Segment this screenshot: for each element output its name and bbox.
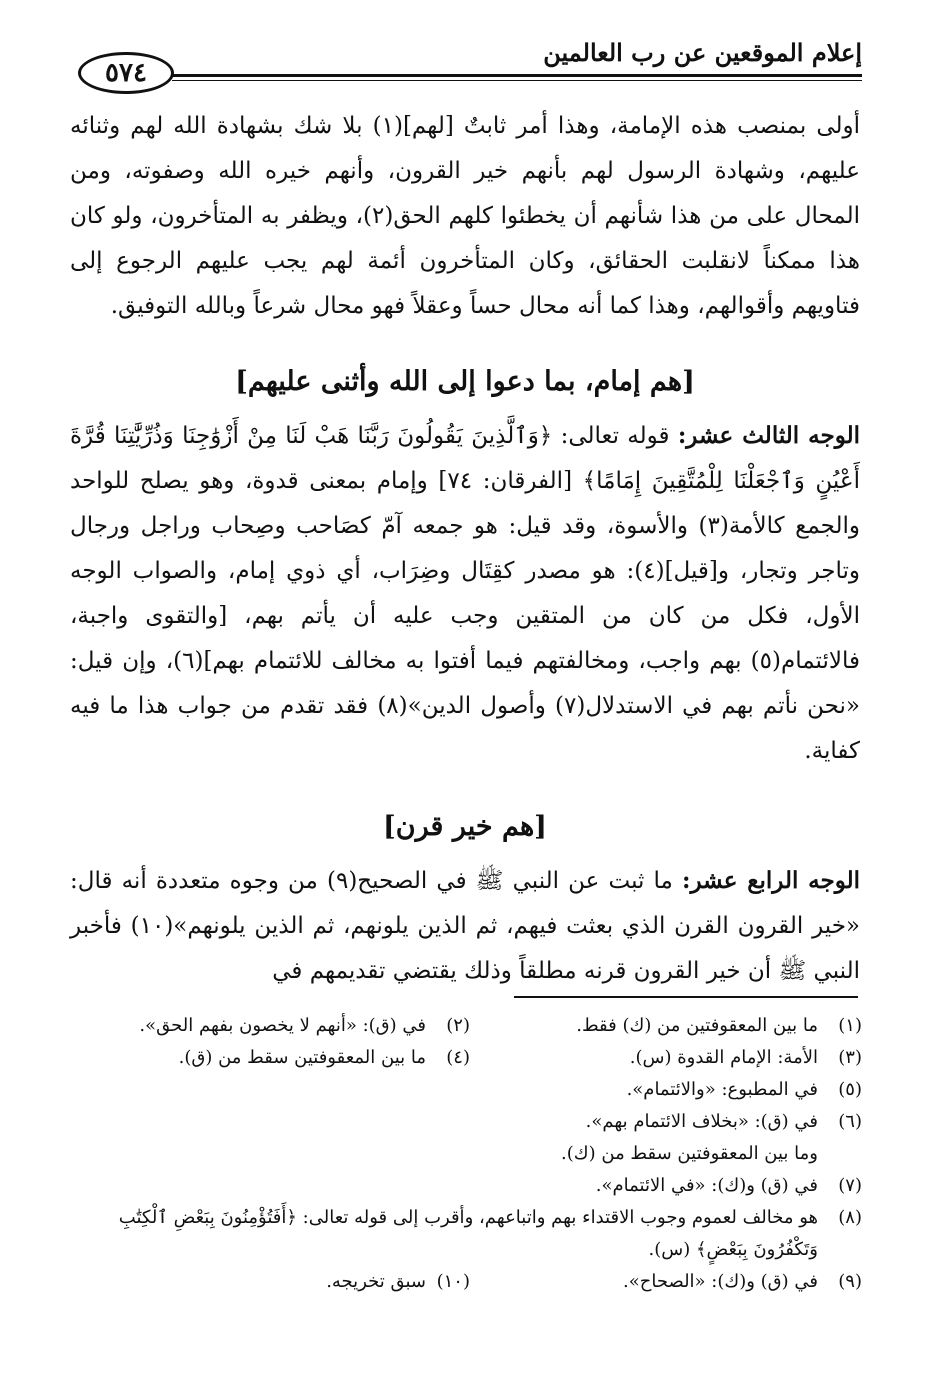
footnote-number: (٩) xyxy=(838,1271,862,1292)
footnote-number: (٨) xyxy=(838,1207,862,1228)
page-header xyxy=(78,38,862,98)
footnote-number: (١٠) xyxy=(436,1271,470,1292)
footnote-text: ما بين المعقوفتين من (ك) فقط. xyxy=(576,1015,818,1036)
footnote-10 xyxy=(78,1266,470,1298)
footnote-number: (٤) xyxy=(446,1047,470,1068)
footnote-number: (٢) xyxy=(446,1015,470,1036)
footnote-text: سبق تخريجه. xyxy=(326,1271,426,1292)
paragraph-2-body: قوله تعالى: ﴿وَٱلَّذِينَ يَقُولُونَ رَبَّنَا هَبْ لَنَا مِنْ أَزْوَٰجِنَا وَذُرِّيَّٰتِنَا قُرَّةَ أَعْيُنٍ وَٱجْعَلْنَا لِلْمُتَّقِينَ إِمَامًا﴾ [الفرقان: ٧٤] وإمام بمعنى قدوة، وهو يصلح للواحد والجمع كالأمة(٣) والأسوة، وقد قيل: هو جمعه آمّ كصَاحب وصِحاب وراجل ورجال وتاجر وتجار، و[قيل](٤): هو مصدر كقِتَال وضِرَاب، أي ذوي إمام، والصواب الوجه الأول، فكل من كان من المتقين وجب عليه أن يأتم بهم، [والتقوى واجبة، فالائتمام(٥) بهم واجب، ومخالفتهم فيما أفتوا به مخالف للائتمام بهم](٦)، وإن قيل: «نحن نأتم بهم في الاستدلال(٧) وأصول الدين»(٨) فقد تقدم من جواب هذا ما فيه كفاية. xyxy=(70,423,861,764)
footnote-7 xyxy=(78,1170,862,1202)
footnote-row xyxy=(78,1266,862,1298)
footnote-number: (٥) xyxy=(838,1079,862,1100)
footnote-3 xyxy=(470,1042,862,1074)
footnote-number: (١) xyxy=(838,1015,862,1036)
section-heading-1: [هم إمام، بما دعوا إلى الله وأثنى عليهم] xyxy=(235,366,695,397)
paragraph-3 xyxy=(70,858,860,994)
page-number-badge xyxy=(78,52,174,94)
paragraph-2 xyxy=(70,413,860,774)
footnote-number: (٣) xyxy=(838,1047,862,1068)
paragraph-2-lead: الوجه الثالث عشر: xyxy=(677,422,860,449)
paragraph-3-body: ما ثبت عن النبي ﷺ في الصحيح(٩) من وجوه متعددة أنه قال: «خير القرون القرن الذي بعثت فيهم، ثم الذين يلونهم، ثم الذين يلونهم»(١٠) فأخبر النبي ﷺ أن خير القرون قرنه مطلقاً وذلك يقتضي تقديمهم في xyxy=(70,868,860,984)
running-title: إعلام الموقعين عن رب العالمين xyxy=(543,38,862,67)
footnote-8 xyxy=(78,1202,862,1266)
footnote-6-continuation: وما بين المعقوفتين سقط من (ك). xyxy=(561,1143,818,1164)
footnote-number: (٦) xyxy=(838,1111,862,1132)
footnote-text: في (ق) و(ك): «الصحاح». xyxy=(623,1271,818,1292)
page-number: ٥٧٤ xyxy=(105,58,147,88)
paragraph-3-lead: الوجه الرابع عشر: xyxy=(682,867,861,894)
footnote-text: في (ق): «بخلاف الائتمام بهم». xyxy=(585,1111,818,1132)
footnote-2 xyxy=(78,1010,470,1042)
footnote-row xyxy=(78,1010,862,1042)
footnote-9 xyxy=(470,1266,862,1298)
footnote-text: في (ق) و(ك): «في الائتمام». xyxy=(595,1175,818,1196)
footnote-4 xyxy=(78,1042,470,1074)
footnotes xyxy=(78,1010,862,1298)
footnote-text: ما بين المعقوفتين سقط من (ق). xyxy=(178,1047,426,1068)
footnote-1 xyxy=(470,1010,862,1042)
header-rule-thin xyxy=(172,80,862,81)
footnote-text: في (ق): «أنهم لا يخصون بفهم الحق». xyxy=(139,1015,426,1036)
footnote-rule xyxy=(514,996,858,998)
footnote-6 xyxy=(78,1106,862,1138)
main-text xyxy=(70,104,860,994)
footnote-number: (٧) xyxy=(838,1175,862,1196)
footnote-text: هو مخالف لعموم وجوب الاقتداء بهم واتباعهم، وأقرب إلى قوله تعالى: ﴿أَفَتُؤْمِنُونَ بِبَعْضِ ٱلْكِتَٰبِ وَتَكْفُرُونَ بِبَعْضٍ﴾ (س). xyxy=(118,1207,818,1260)
section-heading-2: [هم خير قرن] xyxy=(383,811,547,842)
header-rule xyxy=(172,74,862,77)
footnote-text: في المطبوع: «والائتمام». xyxy=(626,1079,818,1100)
paragraph-1: أولى بمنصب هذه الإمامة، وهذا أمر ثابتٌ [لهم](١) بلا شك بشهادة الله لهم وثنائه عليهم، وشهادة الرسول لهم بأنهم خير القرون، وأنهم خيره الله وصفوته، ومن المحال على من هذا شأنهم أن يخطئوا كلهم الحق(٢)، ويظفر به المتأخرون، ولو كان هذا ممكناً لانقلبت الحقائق، وكان المتأخرون أئمة لهم يجب عليهم الرجوع إلى فتاويهم وأقوالهم، وهذا كما أنه محال حساً وعقلاً فهو محال شرعاً وبالله التوفيق. xyxy=(70,113,861,319)
footnote-row xyxy=(78,1042,862,1074)
footnote-text: الأمة: الإمام القدوة (س). xyxy=(629,1047,818,1068)
footnote-5 xyxy=(78,1074,862,1106)
